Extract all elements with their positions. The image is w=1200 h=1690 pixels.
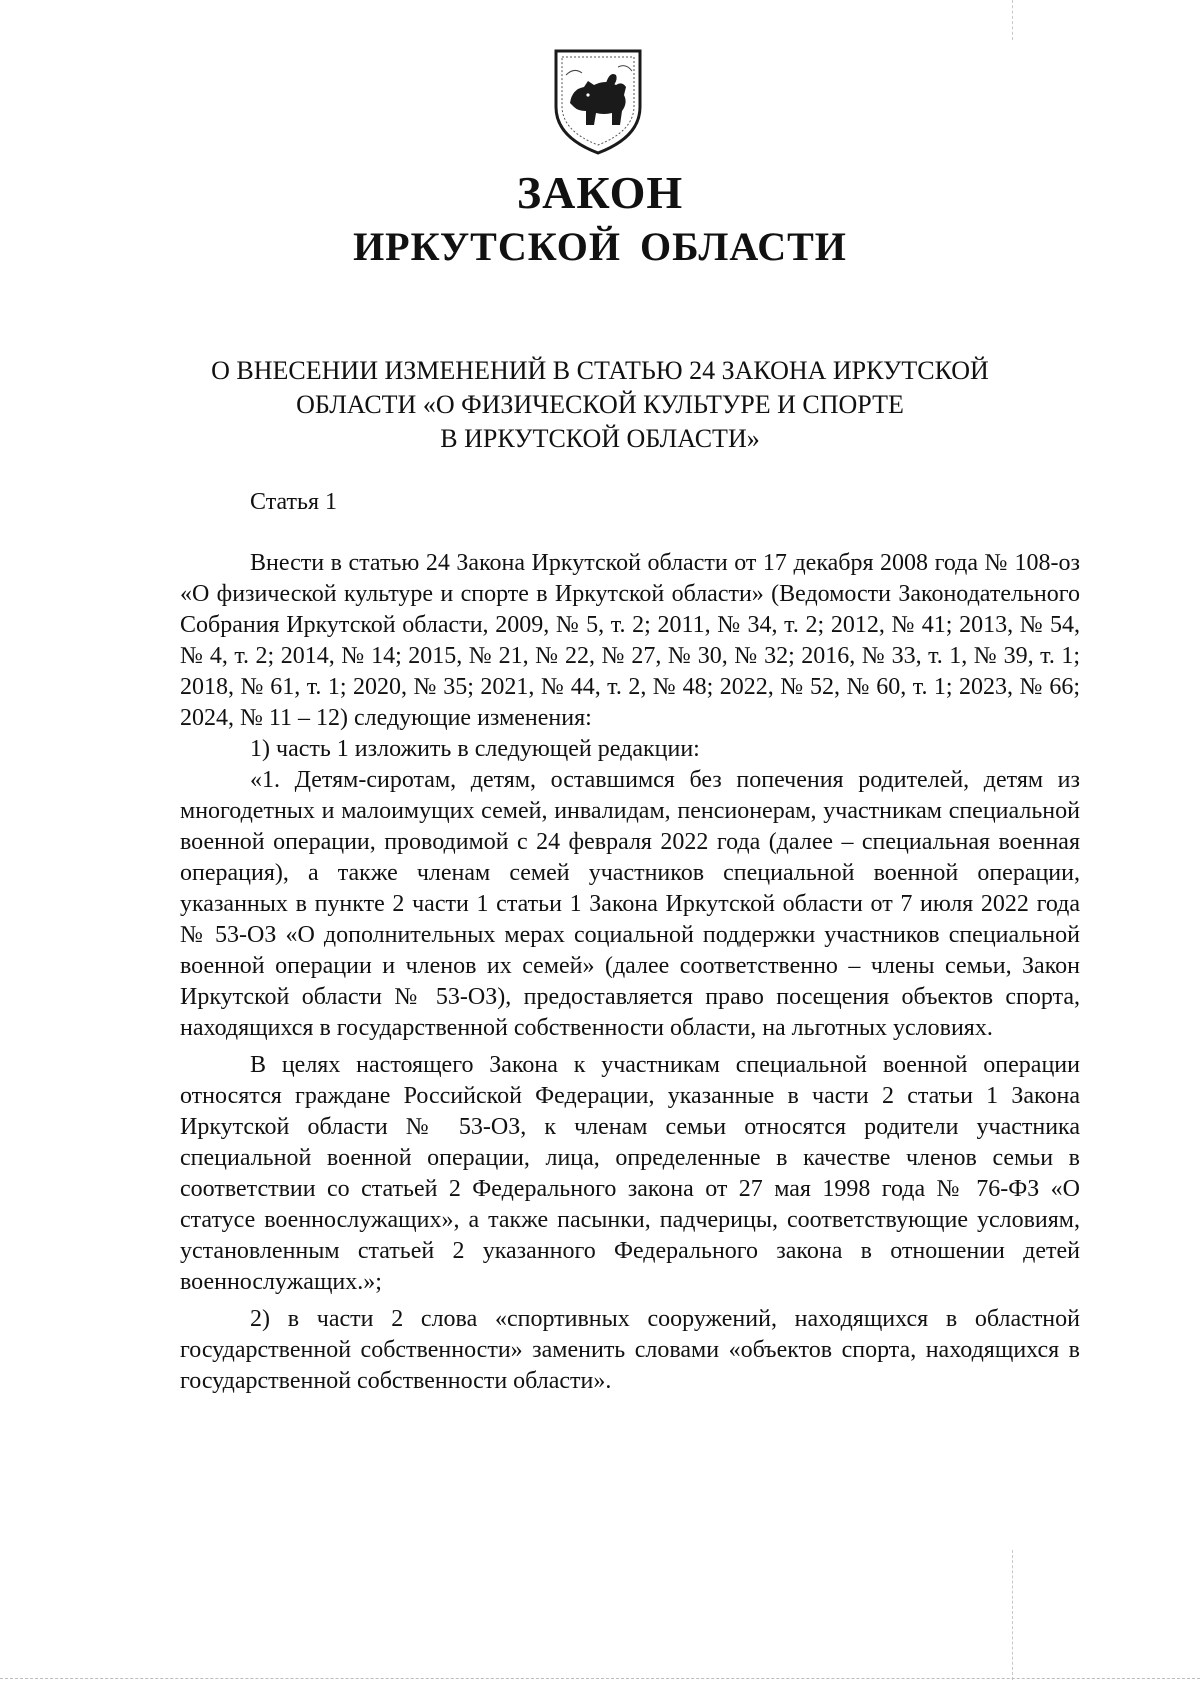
article-paragraph: 2) в части 2 слова «спортивных сооружений, находящихся в областной государственной собственности» заменить словами «объектов спорта, находящихся в государственной собственности области».: [180, 1306, 1080, 1394]
law-subject: [180, 354, 1020, 456]
article-paragraph: «1. Детям-сиротам, детям, оставшимся без попечения родителей, детям из многодетных и малоимущих семей, инвалидам, пенсионерам, участникам специальной военной операции, проводимой с 24 февраля 2022 года (далее – специальная военная операция), а также членам семей участников специальной военной операции, указанных в пункте 2 части 1 статьи 1 Закона Иркутской области от 7 июля 2022 года № 53-ОЗ «О дополнительных мерах социальной поддержки участников специальной военной операции и членов их семей» (далее соответственно – члены семьи, Закон Иркутской области № 53-ОЗ), предоставляется право посещения объектов спорта, находящихся в государственной собственности области, на льготных условиях.: [180, 767, 1080, 1041]
scan-edge-line: [0, 1678, 1200, 1680]
law-subject-line: ОБЛАСТИ «О ФИЗИЧЕСКОЙ КУЛЬТУРЕ И СПОРТЕ: [296, 390, 904, 419]
article-paragraph: В целях настоящего Закона к участникам специальной военной операции относятся граждане Российской Федерации, указанные в части 2 статьи 1 Закона Иркутской области № 53-ОЗ, к членам семьи относятся родители участника специальной военной операции, лица, определенные в качестве членов семьи в соответствии со статьей 2 Федерального закона от 27 мая 1998 года № 76-ФЗ «О статусе военнослужащих», а также пасынки, падчерицы, соответствующие условиям, установленным статьей 2 указанного Федерального закона в отношении детей военнослужащих.»;: [180, 1052, 1080, 1295]
law-title: ЗАКОН: [516, 167, 684, 218]
law-subject-line: О ВНЕСЕНИИ ИЗМЕНЕНИЙ В СТАТЬЮ 24 ЗАКОНА ИРКУТСКОЙ: [211, 356, 989, 385]
article-paragraph: 1) часть 1 изложить в следующей редакции:: [250, 736, 700, 762]
law-subject-line: В ИРКУТСКОЙ ОБЛАСТИ»: [440, 424, 760, 453]
article-paragraph: Внести в статью 24 Закона Иркутской области от 17 декабря 2008 года № 108-оз «О физической культуре и спорте в Иркутской области» (Ведомости Законодательного Собрания Иркутской области, 2009, № 5, т. 2; 2011, № 34, т. 2; 2012, № 41; 2013, № 54, № 4, т. 2; 2014, № 14; 2015, № 21, № 22, № 27, № 30, № 32; 2016, № 33, т. 1, № 39, т. 1; 2018, № 61, т. 1; 2020, № 35; 2021, № 44, т. 2, № 48; 2022, № 52, № 60, т. 1; 2023, № 66; 2024, № 11 – 12) следующие изменения:: [180, 550, 1080, 731]
coat-of-arms-icon: [548, 45, 648, 157]
article-body: [180, 548, 1080, 1397]
law-region-title: ИРКУТСКОЙ ОБЛАСТИ: [353, 224, 847, 269]
scan-edge-line: [1012, 1550, 1014, 1680]
scan-edge-line: [1012, 0, 1014, 40]
article-heading: Статья 1: [250, 489, 337, 515]
